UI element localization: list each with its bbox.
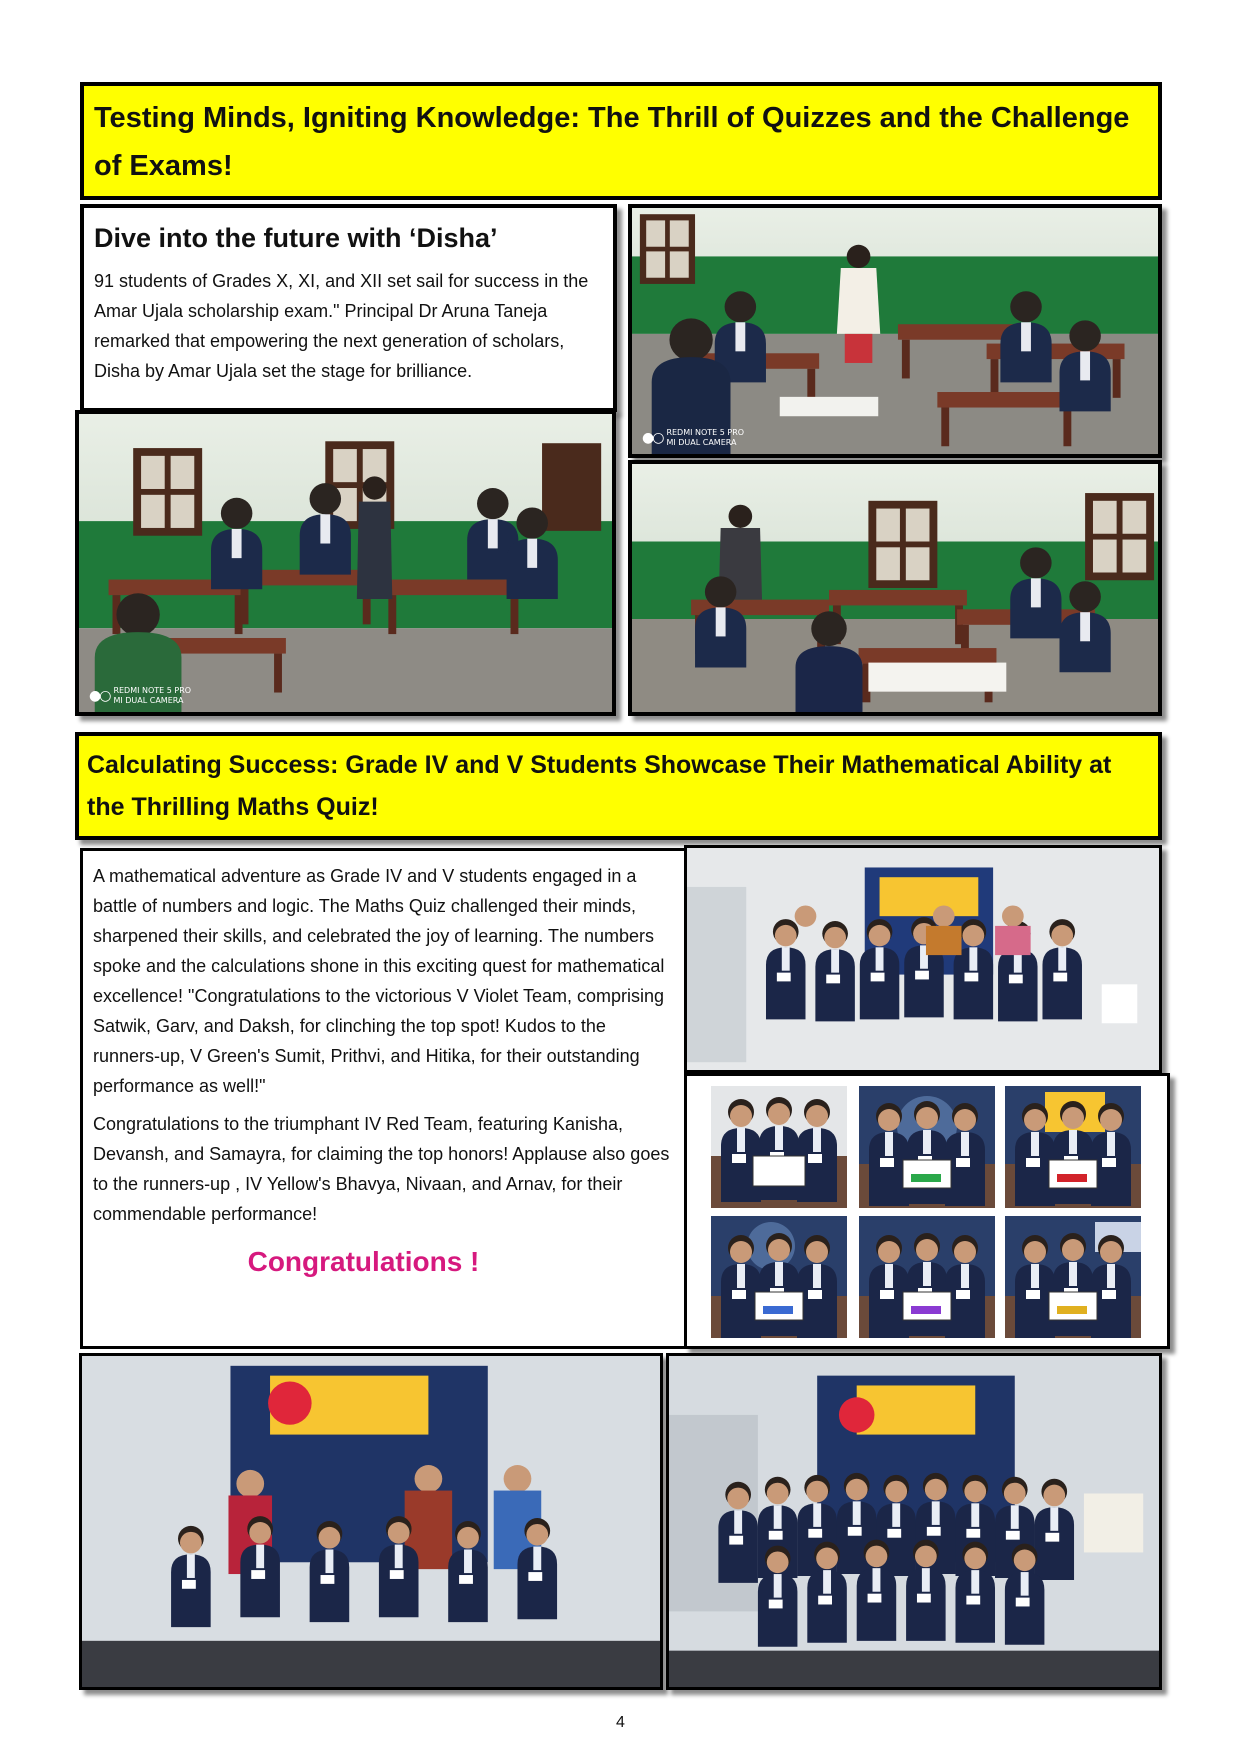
camera-dots-icon: ●○ (642, 430, 663, 446)
disha-title: Dive into the future with ‘Disha’ (94, 223, 498, 253)
exam-hall-photo-1-image (632, 208, 1158, 454)
exam-hall-photo-2-image (79, 414, 612, 712)
maths-quiz-para2: Congratulations to the triumphant IV Red Team, featuring Kanisha, Devansh, and Samayra, for claiming the top honors! Applause also goes to the runners-up , IV Yellow's Bhavya, Nivaan, and Arnav, for their commendable performance! (93, 1114, 670, 1224)
team-f-image (1005, 1216, 1141, 1338)
section1-banner-text: Testing Minds, Igniting Knowledge: The Thrill of Quizzes and the Challenge of Exams! (94, 102, 1130, 182)
team-e-photo (859, 1216, 995, 1338)
section2-banner-text: Calculating Success: Grade IV and V Students Showcase Their Mathematical Ability at the Thrilling Maths Quiz! (87, 751, 1112, 821)
mental-maths-group-photo-2 (666, 1353, 1162, 1690)
exam-hall-photo-2 (75, 410, 616, 716)
team-c-image (1005, 1086, 1141, 1208)
team-a-image (711, 1086, 847, 1208)
exam-hall-photo-1 (628, 204, 1162, 458)
maths-quiz-text-box (80, 848, 687, 1349)
team-b-image (859, 1086, 995, 1208)
team-e-image (859, 1216, 995, 1338)
section2-banner (75, 732, 1162, 840)
camera-watermark-2 (89, 686, 191, 706)
exam-hall-photo-3 (628, 460, 1162, 716)
maths-quiz-para1: A mathematical adventure as Grade IV and V students engaged in a battle of numbers and logic. The Maths Quiz challenged their minds, sharpened their skills, and celebrated the joy of learning. The numbers spoke and the calculations shone in this exciting quest for mathematical excellence! "Congratulations to the victorious V Violet Team, comprising Satwik, Garv, and Daksh, for clinching the top spot! Kudos to the runners-up, V Green's Sumit, Prithvi, and Hitika, for their outstanding performance as well!" (93, 866, 665, 1096)
exam-hall-photo-3-image (632, 464, 1158, 712)
team-b-photo (859, 1086, 995, 1208)
maths-quiz-group-photo (684, 845, 1162, 1073)
page-number: 4 (616, 1714, 625, 1731)
team-f-photo (1005, 1216, 1141, 1338)
watermark-line1: REDMI NOTE 5 PRO (113, 686, 192, 695)
mental-maths-group-photo-1 (79, 1353, 663, 1690)
mental-maths-group-photo-1-image (82, 1356, 660, 1687)
team-c-photo (1005, 1086, 1141, 1208)
mental-maths-group-photo-2-image (669, 1356, 1159, 1687)
team-d-image (711, 1216, 847, 1338)
team-d-photo (711, 1216, 847, 1338)
camera-watermark-1 (642, 428, 744, 448)
watermark-line1: REDMI NOTE 5 PRO (666, 428, 745, 437)
watermark-line2: MI DUAL CAMERA (666, 438, 737, 447)
congratulations-heading: Congratulations ! (247, 1246, 480, 1277)
disha-text-box (80, 204, 617, 412)
watermark-line2: MI DUAL CAMERA (113, 696, 184, 705)
maths-quiz-group-photo-image (687, 848, 1159, 1070)
section1-banner (80, 82, 1162, 200)
team-a-photo (711, 1086, 847, 1208)
team-photo-grid (684, 1073, 1170, 1349)
camera-dots-icon: ●○ (89, 688, 110, 704)
disha-body: 91 students of Grades X, XI, and XII set sail for success in the Amar Ujala scholarship exam." Principal Dr Aruna Taneja remarked that empowering the next generation of scholars, Disha by Amar Ujala set the stage for brilliance. (94, 271, 589, 381)
